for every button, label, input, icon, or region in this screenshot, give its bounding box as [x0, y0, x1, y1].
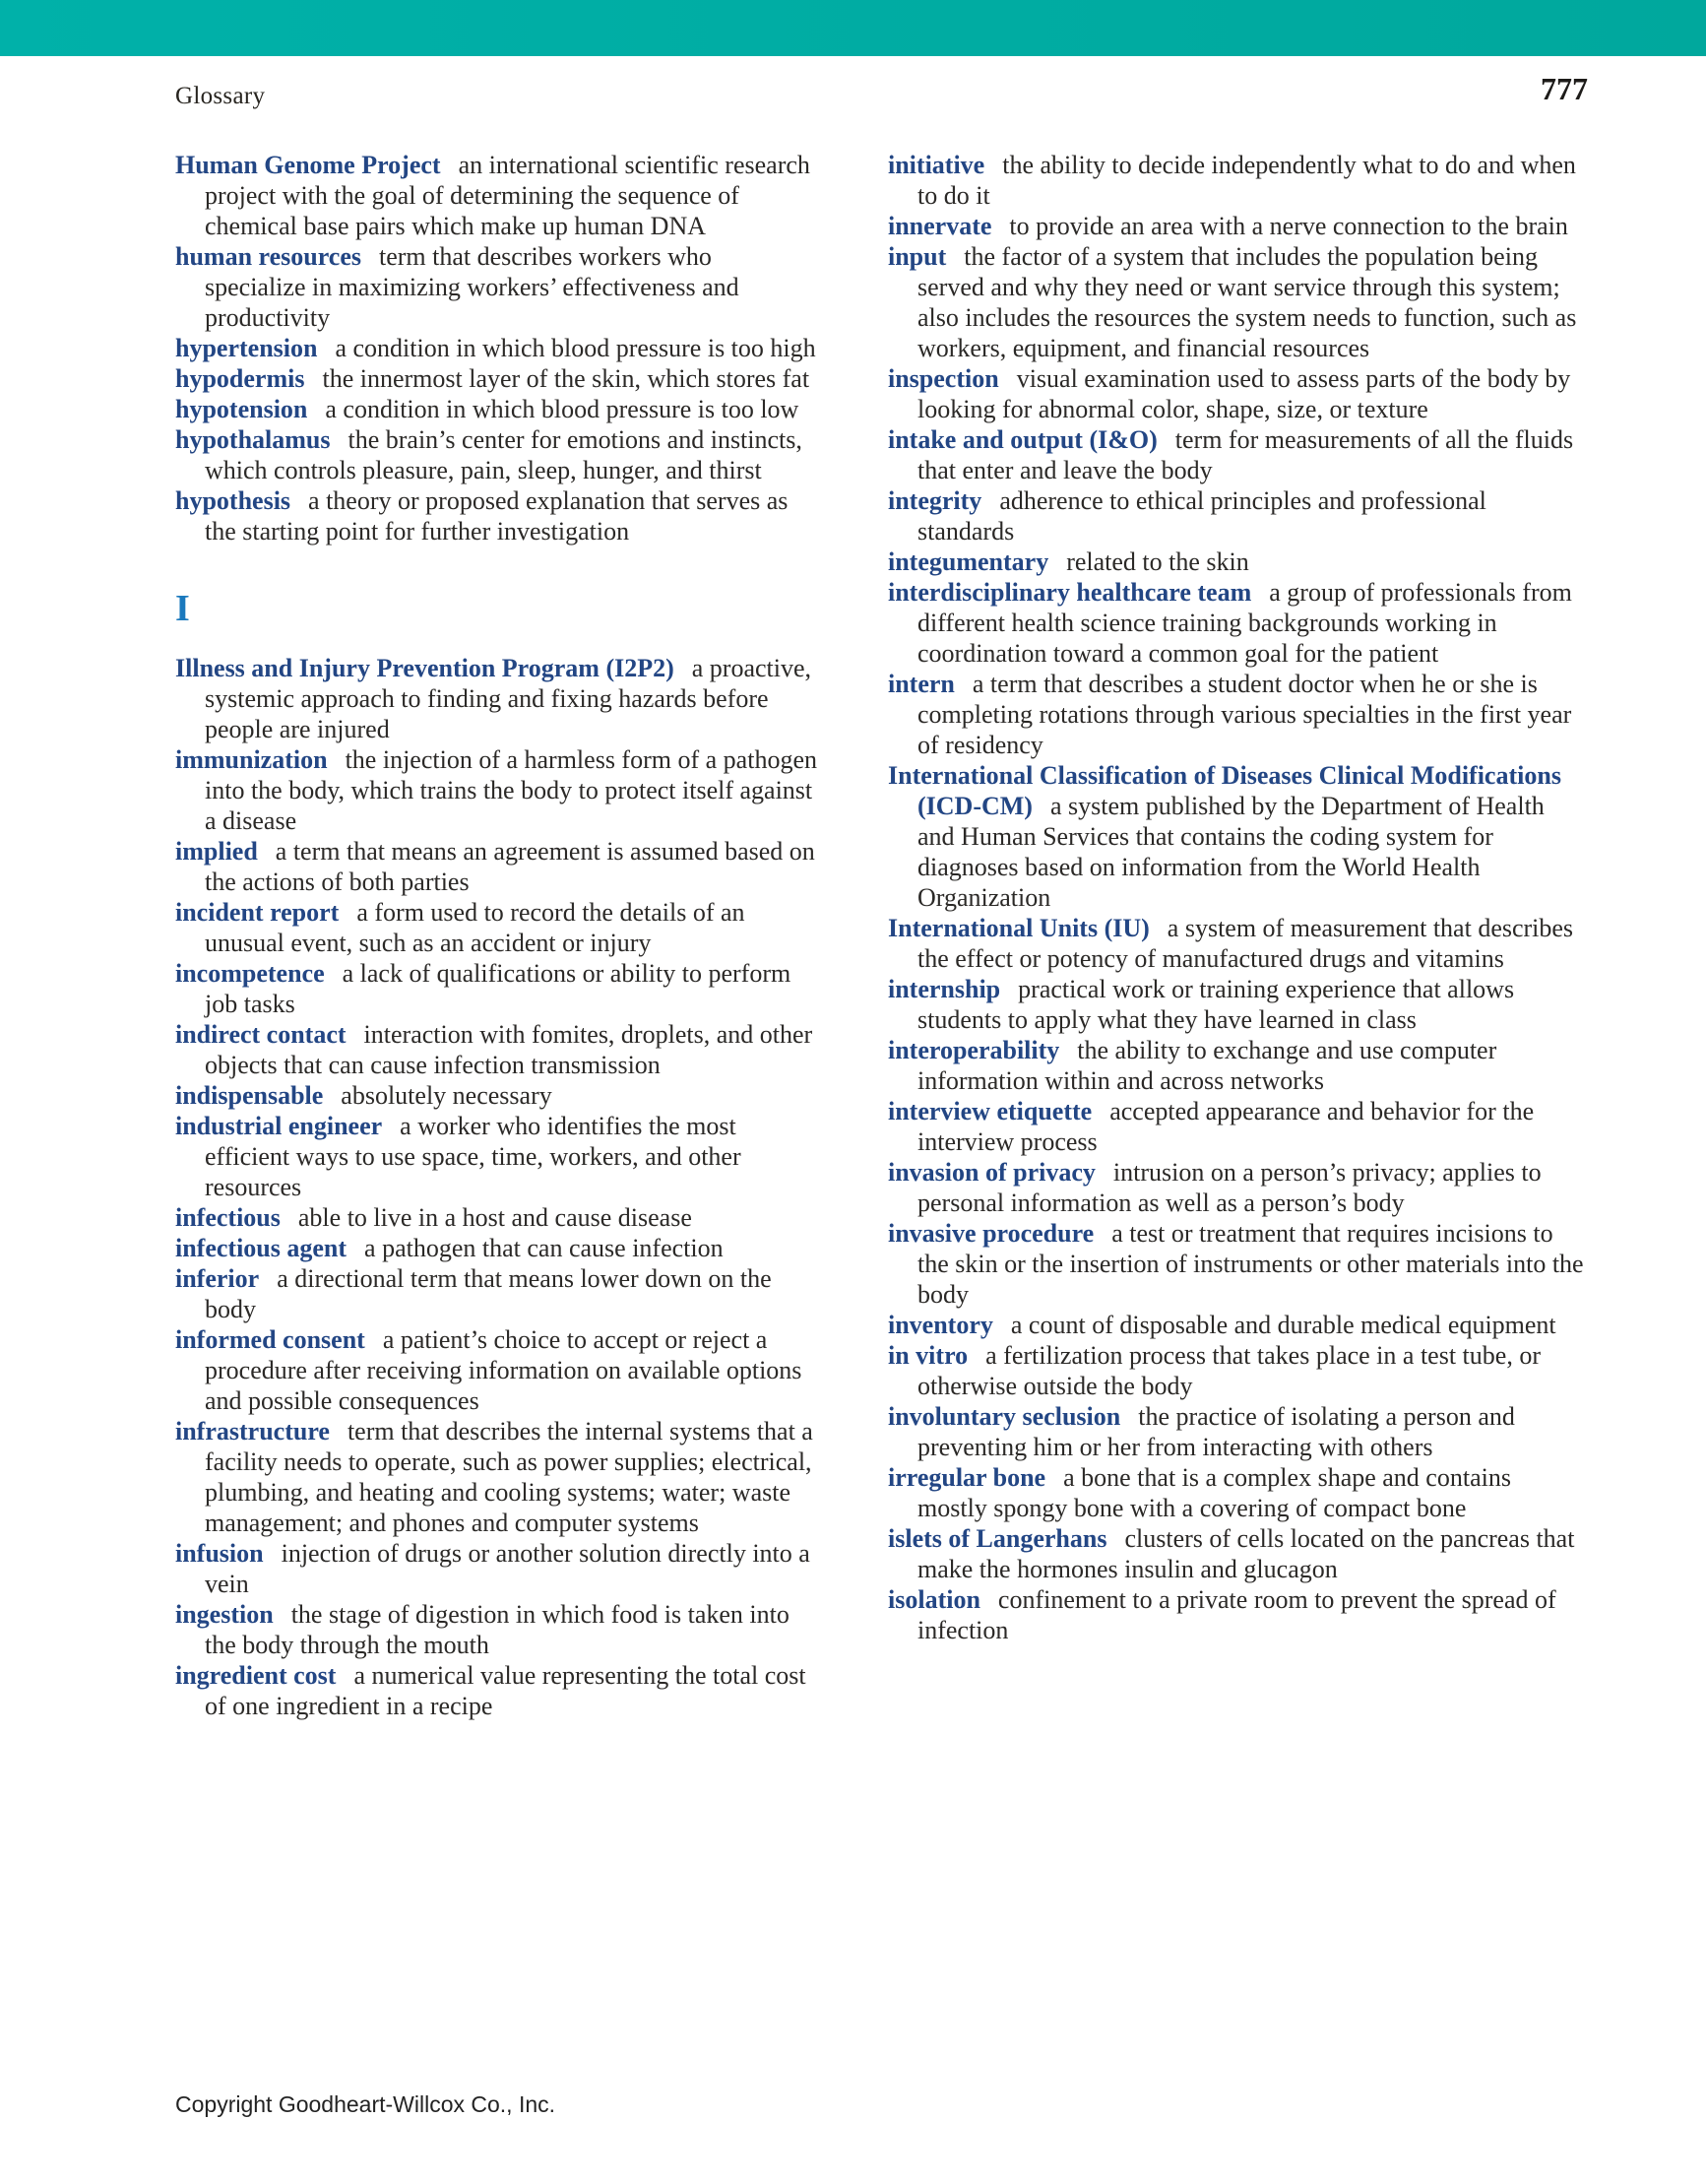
glossary-entry — [175, 485, 817, 546]
glossary-definition: a patient’s choice to accept or reject a procedure after receiving information on available options and possible consequences — [205, 1325, 802, 1415]
glossary-term: hypodermis — [175, 364, 305, 393]
glossary-term: infectious — [175, 1203, 281, 1232]
glossary-entry — [175, 424, 817, 485]
glossary-entry — [175, 394, 817, 424]
glossary-definition: a bone that is a complex shape and contains mostly spongy bone with a covering of compact bone — [917, 1463, 1511, 1522]
top-accent-bar — [0, 0, 1706, 56]
glossary-definition: injection of drugs or another solution directly into a vein — [205, 1539, 810, 1598]
glossary-term: internship — [888, 975, 1001, 1003]
glossary-term: innervate — [888, 212, 992, 240]
glossary-definition: to provide an area with a nerve connection to the brain — [1009, 212, 1568, 240]
glossary-entry — [175, 1263, 817, 1324]
glossary-definition: a system of measurement that describes the effect or potency of manufactured drugs and vitamins — [917, 914, 1574, 973]
glossary-definition: a form used to record the details of an unusual event, such as an accident or injury — [205, 898, 745, 957]
glossary-entry — [175, 1111, 817, 1202]
glossary-term: hypertension — [175, 334, 318, 362]
glossary-definition: the factor of a system that includes the population being served and why they need or want service through this system; also includes the resources the system needs to function, such as workers, equipment, and financial resources — [917, 242, 1577, 362]
glossary-definition: the stage of digestion in which food is taken into the body through the mouth — [205, 1600, 790, 1659]
glossary-definition: adherence to ethical principles and professional standards — [917, 486, 1486, 546]
glossary-columns — [175, 150, 1585, 1721]
glossary-term: informed consent — [175, 1325, 365, 1354]
glossary-term: interoperability — [888, 1036, 1060, 1064]
glossary-entry — [175, 1416, 817, 1538]
glossary-column-right — [888, 150, 1585, 1721]
glossary-entry — [888, 1340, 1585, 1401]
glossary-entry — [888, 974, 1585, 1035]
glossary-entry — [888, 1401, 1585, 1462]
glossary-definition: term for measurements of all the fluids that enter and leave the body — [917, 425, 1574, 484]
glossary-term: incompetence — [175, 959, 325, 988]
glossary-term: interview etiquette — [888, 1097, 1093, 1125]
glossary-entry — [888, 1523, 1585, 1584]
glossary-entry — [888, 546, 1585, 577]
glossary-definition: a fertilization process that takes place in a test tube, or otherwise outside the body — [917, 1341, 1541, 1400]
glossary-term: irregular bone — [888, 1463, 1046, 1492]
glossary-term: incident report — [175, 898, 340, 927]
glossary-definition: an international scientific research project with the goal of determining the sequence of chemical base pairs which make up human DNA — [205, 151, 810, 240]
glossary-entry — [175, 363, 817, 394]
glossary-entry — [888, 211, 1585, 241]
glossary-definition: a proactive, systemic approach to finding and fixing hazards before people are injured — [205, 654, 812, 743]
glossary-term: hypothalamus — [175, 425, 331, 454]
glossary-definition: accepted appearance and behavior for the interview process — [917, 1097, 1535, 1156]
glossary-entry — [888, 363, 1585, 424]
glossary-term: inspection — [888, 364, 999, 393]
glossary-definition: clusters of cells located on the pancreas that make the hormones insulin and glucagon — [917, 1524, 1575, 1583]
glossary-entry — [888, 1584, 1585, 1645]
glossary-entry — [888, 150, 1585, 211]
glossary-entry — [888, 424, 1585, 485]
glossary-entry — [175, 958, 817, 1019]
glossary-entry — [175, 836, 817, 897]
glossary-entry — [888, 1218, 1585, 1310]
glossary-term: integrity — [888, 486, 982, 515]
glossary-term: indispensable — [175, 1081, 324, 1110]
glossary-entry — [888, 1310, 1585, 1340]
glossary-entry — [888, 760, 1585, 913]
glossary-definition: term that describes workers who specialize in maximizing workers’ effectiveness and productivity — [205, 242, 739, 332]
glossary-definition: the injection of a harmless form of a pathogen into the body, which trains the body to protect itself against a disease — [205, 745, 817, 835]
glossary-definition: a numerical value representing the total cost of one ingredient in a recipe — [205, 1661, 806, 1720]
glossary-term: intake and output (I&O) — [888, 425, 1158, 454]
glossary-term: International Classification of Diseases Clinical Modifications (ICD-CM) — [888, 761, 1561, 820]
glossary-definition: visual examination used to assess parts of the body by looking for abnormal color, shape, size, or texture — [917, 364, 1571, 423]
glossary-definition: absolutely necessary — [341, 1081, 552, 1110]
glossary-entry — [888, 241, 1585, 363]
glossary-term: infectious agent — [175, 1234, 348, 1262]
glossary-definition: the innermost layer of the skin, which stores fat — [322, 364, 810, 393]
glossary-term: interdisciplinary healthcare team — [888, 578, 1252, 607]
glossary-entry — [175, 897, 817, 958]
section-letter: I — [175, 588, 190, 629]
glossary-term: immunization — [175, 745, 328, 774]
glossary-entry — [888, 1035, 1585, 1096]
running-head: Glossary — [175, 83, 266, 109]
glossary-term: infrastructure — [175, 1417, 330, 1445]
glossary-entry — [888, 1462, 1585, 1523]
glossary-entry — [888, 577, 1585, 669]
glossary-term: indirect contact — [175, 1020, 347, 1049]
glossary-term: initiative — [888, 151, 985, 179]
glossary-term: involuntary seclusion — [888, 1402, 1121, 1431]
glossary-entry — [175, 1019, 817, 1080]
copyright-line: Copyright Goodheart-Willcox Co., Inc. — [175, 2091, 556, 2117]
glossary-entry — [888, 1157, 1585, 1218]
glossary-entry — [888, 669, 1585, 760]
glossary-term: International Units (IU) — [888, 914, 1150, 942]
glossary-entry — [175, 1080, 817, 1111]
glossary-entry — [175, 1233, 817, 1263]
glossary-term: intern — [888, 670, 955, 698]
glossary-definition: the ability to exchange and use computer information within and across networks — [917, 1036, 1497, 1095]
glossary-definition: a count of disposable and durable medical equipment — [1010, 1311, 1556, 1339]
page-number: 777 — [1541, 71, 1588, 106]
glossary-definition: the practice of isolating a person and preventing him or her from interacting with others — [917, 1402, 1515, 1461]
glossary-definition: a pathogen that can cause infection — [364, 1234, 724, 1262]
glossary-entry — [175, 1202, 817, 1233]
glossary-definition: confinement to a private room to prevent the spread of infection — [917, 1585, 1556, 1644]
glossary-definition: practical work or training experience that allows students to apply what they have learned in class — [917, 975, 1515, 1034]
glossary-term: invasive procedure — [888, 1219, 1095, 1248]
glossary-definition: interaction with fomites, droplets, and other objects that can cause infection transmission — [205, 1020, 813, 1079]
glossary-term: inferior — [175, 1264, 260, 1293]
glossary-definition: a condition in which blood pressure is too low — [325, 395, 799, 423]
glossary-term: hypothesis — [175, 486, 291, 515]
glossary-term: ingestion — [175, 1600, 274, 1629]
glossary-entry — [175, 744, 817, 836]
glossary-definition: a group of professionals from different health science training backgrounds working in coordination toward a common goal for the patient — [917, 578, 1572, 668]
glossary-definition: a condition in which blood pressure is too high — [335, 334, 816, 362]
glossary-term: invasion of privacy — [888, 1158, 1096, 1187]
glossary-entry — [175, 150, 817, 241]
glossary-definition: a test or treatment that requires incisions to the skin or the insertion of instruments or other materials into the body — [917, 1219, 1584, 1309]
glossary-definition: a theory or proposed explanation that serves as the starting point for further investigation — [205, 486, 789, 546]
glossary-entry — [175, 1660, 817, 1721]
glossary-entry — [175, 1538, 817, 1599]
glossary-definition: a lack of qualifications or ability to perform job tasks — [205, 959, 791, 1018]
glossary-definition: the ability to decide independently what to do and when to do it — [917, 151, 1576, 210]
glossary-term: implied — [175, 837, 258, 866]
glossary-term: hypotension — [175, 395, 308, 423]
glossary-term: input — [888, 242, 947, 271]
glossary-definition: a term that describes a student doctor when he or she is completing rotations through various specialties in the first year of residency — [917, 670, 1572, 759]
glossary-term: isolation — [888, 1585, 980, 1614]
glossary-definition: term that describes the internal systems that a facility needs to operate, such as power supplies; electrical, plumbing, and heating and cooling systems; water; waste management; and phones and computer systems — [205, 1417, 813, 1537]
glossary-definition: related to the skin — [1066, 547, 1249, 576]
glossary-term: islets of Langerhans — [888, 1524, 1107, 1553]
glossary-definition: intrusion on a person’s privacy; applies to personal information as well as a person’s body — [917, 1158, 1542, 1217]
glossary-entry — [175, 1599, 817, 1660]
glossary-term: in vitro — [888, 1341, 969, 1370]
glossary-definition: a term that means an agreement is assumed based on the actions of both parties — [205, 837, 815, 896]
glossary-entry — [175, 333, 817, 363]
glossary-definition: the brain’s center for emotions and instincts, which controls pleasure, pain, sleep, hunger, and thirst — [205, 425, 802, 484]
glossary-term: inventory — [888, 1311, 993, 1339]
glossary-term: industrial engineer — [175, 1112, 383, 1140]
glossary-term: Human Genome Project — [175, 151, 441, 179]
glossary-entry — [175, 241, 817, 333]
glossary-definition: able to live in a host and cause disease — [297, 1203, 692, 1232]
glossary-entry — [888, 485, 1585, 546]
glossary-entry — [175, 653, 817, 744]
glossary-term: integumentary — [888, 547, 1049, 576]
glossary-term: ingredient cost — [175, 1661, 337, 1690]
glossary-term: Illness and Injury Prevention Program (I2P2) — [175, 654, 674, 682]
glossary-definition: a worker who identifies the most efficient ways to use space, time, workers, and other resources — [205, 1112, 741, 1201]
glossary-term: infusion — [175, 1539, 264, 1568]
glossary-entry — [175, 1324, 817, 1416]
glossary-definition: a directional term that means lower down on the body — [205, 1264, 772, 1323]
glossary-term: human resources — [175, 242, 361, 271]
glossary-definition: a system published by the Department of Health and Human Services that contains the coding system for diagnoses based on information from the World Health Organization — [917, 792, 1545, 912]
glossary-column-left — [175, 150, 817, 1721]
glossary-entry — [888, 913, 1585, 974]
glossary-entry — [888, 1096, 1585, 1157]
